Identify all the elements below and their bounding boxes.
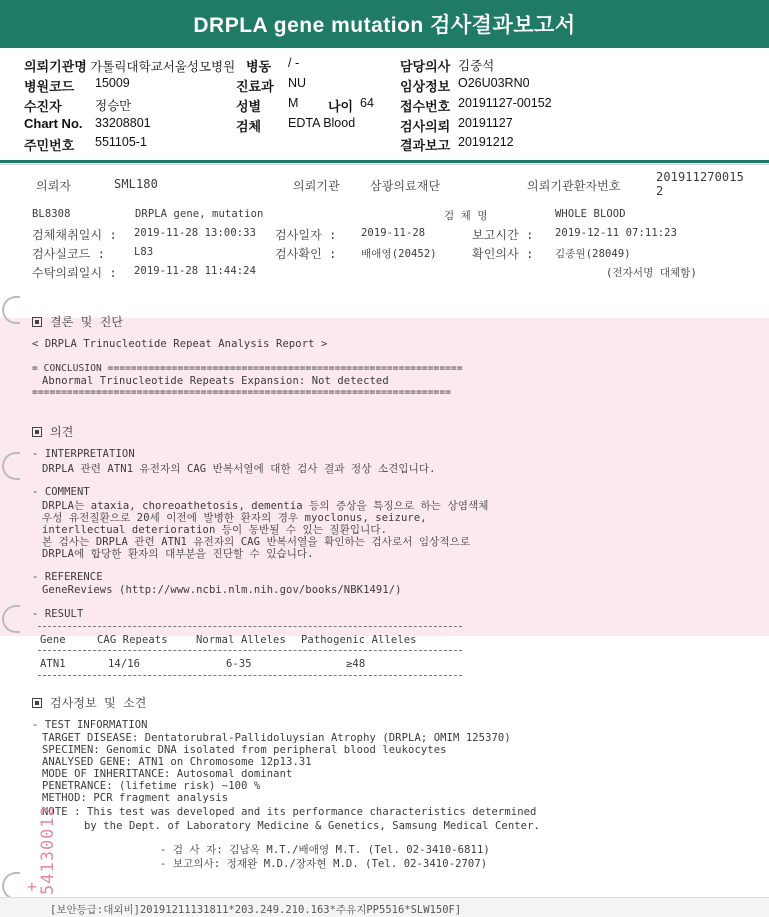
label-specimen: 검체 bbox=[236, 119, 262, 134]
esign-note: (전자서명 대체함) bbox=[606, 267, 697, 279]
table-cell-pathogenic: ≥48 bbox=[346, 658, 366, 670]
value-report-date: 20191212 bbox=[458, 135, 514, 149]
interpretation-text: DRPLA 관련 ATN1 유전자의 CAG 반복서열에 대한 검사 결과 정상 소견입니다. bbox=[42, 463, 436, 475]
value-resident-no: 551105-1 bbox=[95, 135, 147, 149]
table-header-normal: Normal Alleles bbox=[196, 634, 286, 646]
value-request-date: 20191127 bbox=[458, 116, 513, 130]
value-hospital-code: 15009 bbox=[95, 76, 130, 90]
received-label: 수탁의뢰일시 : bbox=[32, 266, 117, 280]
table-cell-gene: ATN1 bbox=[40, 658, 66, 670]
label-report-date: 결과보고 bbox=[400, 138, 451, 153]
table-header-pathogenic: Pathogenic Alleles bbox=[301, 634, 417, 646]
testinfo-heading: - TEST INFORMATION bbox=[32, 719, 148, 731]
patient-no-label: 의뢰기관환자번호 bbox=[527, 179, 621, 193]
label-department: 진료과 bbox=[236, 79, 274, 94]
header-divider bbox=[0, 160, 769, 163]
title-bar bbox=[0, 0, 769, 48]
confirm-value: 배애영(20452) bbox=[361, 248, 437, 260]
test-date-label: 검사일자 : bbox=[275, 228, 337, 242]
testinfo-line: by the Dept. of Laboratory Medicine & Genetics, Samsung Medical Center. bbox=[84, 820, 540, 832]
test-code: BL8308 bbox=[32, 208, 71, 220]
label-receipt-no: 접수번호 bbox=[400, 99, 451, 114]
report-title: < DRPLA Trinucleotide Repeat Analysis Report > bbox=[32, 338, 328, 350]
value-clinical-info: O26U03RN0 bbox=[458, 76, 530, 90]
doctor-value: 김종원(28049) bbox=[555, 248, 631, 260]
testinfo-line: ANALYSED GENE: ATN1 on Chromosome 12p13.31 bbox=[42, 756, 312, 768]
report-time-label: 보고시간 : bbox=[472, 228, 534, 242]
value-specimen: EDTA Blood bbox=[288, 116, 356, 130]
specimen-name-value: WHOLE BLOOD bbox=[555, 208, 626, 220]
testinfo-line: METHOD: PCR fragment analysis bbox=[42, 792, 229, 804]
table-header-cag: CAG Repeats bbox=[97, 634, 168, 646]
section-conclusion-heading: 결론 및 진단 bbox=[32, 313, 123, 330]
value-patient: 정승만 bbox=[95, 99, 132, 113]
comment-line: interllectual deterioration 등이 동반될 수 있는 질환입니다. bbox=[42, 524, 388, 536]
value-doctor: 김중석 bbox=[458, 59, 495, 73]
conclusion-text: Abnormal Trinucleotide Repeats Expansion: Not detected bbox=[42, 375, 389, 387]
collect-value: 2019-11-28 13:00:33 bbox=[134, 227, 257, 239]
table-rule bbox=[38, 675, 462, 676]
reference-heading: - REFERENCE bbox=[32, 571, 103, 583]
institution-label: 의뢰기관 bbox=[293, 179, 340, 193]
doctor-label: 확인의사 : bbox=[472, 247, 534, 261]
label-hospital-code: 병원코드 bbox=[24, 79, 75, 94]
value-ward: / - bbox=[288, 56, 300, 70]
value-chart-no: 33208801 bbox=[95, 116, 151, 130]
signature-line-tech: - 검 사 자: 김남옥 M.T./배애영 M.T. (Tel. 02-3410-6811) bbox=[160, 844, 490, 856]
comment-line: 우성 유전질환으로 20세 이전에 발병한 환자의 경우 myoclonus, seizure, bbox=[42, 512, 427, 524]
side-serial-number: 54130012 bbox=[38, 805, 58, 895]
lab-code-value: L83 bbox=[134, 246, 154, 258]
table-rule bbox=[38, 626, 462, 627]
security-footer-text: [보안등급:대외비]20191211131811*203.249.210.163*주유지PP5516*SLW150F] bbox=[50, 904, 462, 916]
security-footer bbox=[0, 897, 769, 917]
plus-mark-icon: + bbox=[27, 877, 37, 896]
label-clinical-info: 임상정보 bbox=[400, 79, 451, 94]
requester-label: 의뢰자 bbox=[36, 179, 72, 193]
value-institution: 가톨릭대학교서울성모병원 bbox=[90, 60, 236, 74]
comment-heading: - COMMENT bbox=[32, 486, 90, 498]
report-time-value: 2019-12-11 07:11:23 bbox=[555, 227, 678, 239]
table-rule bbox=[38, 650, 462, 651]
testinfo-line: NOTE : This test was developed and its performance characteristics determined bbox=[42, 806, 537, 818]
received-value: 2019-11-28 11:44:24 bbox=[134, 265, 257, 277]
requester-value: SML180 bbox=[114, 177, 158, 191]
patient-no-value: 201911270015 bbox=[656, 170, 744, 184]
label-chart-no: Chart No. bbox=[24, 116, 83, 131]
label-request-date: 검사의뢰 bbox=[400, 119, 451, 134]
table-header-gene: Gene bbox=[40, 634, 66, 646]
signature-line-doctor: - 보고의사: 정재완 M.D./장자현 M.D. (Tel. 02-3410-2707) bbox=[160, 858, 488, 870]
comment-line: DRPLA에 합당한 환자의 대부분을 진단할 수 있습니다. bbox=[42, 548, 314, 560]
label-ward: 병동 bbox=[246, 59, 272, 74]
conclusion-rule: ======================================================================== bbox=[32, 387, 452, 398]
comment-line: DRPLA는 ataxia, choreoathetosis, dementia 등의 증상을 특징으로 하는 상염색체 bbox=[42, 500, 489, 512]
test-date-value: 2019-11-28 bbox=[361, 227, 426, 239]
header-row-1 bbox=[24, 56, 235, 75]
header-divider-thin bbox=[0, 164, 769, 165]
square-bullet-icon bbox=[32, 317, 42, 327]
section-opinion-heading: 의견 bbox=[32, 423, 73, 440]
value-receipt-no: 20191127-00152 bbox=[458, 96, 552, 110]
value-department: NU bbox=[288, 76, 307, 90]
confirm-label: 검사확인 : bbox=[275, 247, 337, 261]
square-bullet-icon bbox=[32, 698, 42, 708]
value-sex: M bbox=[288, 96, 299, 110]
label-patient: 수진자 bbox=[24, 99, 62, 114]
specimen-name-label: 검 체 명 bbox=[444, 210, 488, 222]
test-name: DRPLA gene, mutation bbox=[135, 208, 264, 220]
value-age: 64 bbox=[360, 96, 374, 110]
result-heading: - RESULT bbox=[32, 608, 84, 620]
testinfo-line: MODE OF INHERITANCE: Autosomal dominant bbox=[42, 768, 293, 780]
reference-text: GeneReviews (http://www.ncbi.nlm.nih.gov/books/NBK1491/) bbox=[42, 584, 402, 596]
testinfo-line: TARGET DISEASE: Dentatorubral-Pallidoluysian Atrophy (DRPLA; OMIM 125370) bbox=[42, 732, 511, 744]
table-cell-normal: 6-35 bbox=[226, 658, 252, 670]
label-institution: 의뢰기관명 bbox=[24, 59, 87, 74]
lab-code-label: 검사실코드 : bbox=[32, 247, 106, 261]
table-cell-cag: 14/16 bbox=[108, 658, 141, 670]
testinfo-line: SPECIMEN: Genomic DNA isolated from peripheral blood leukocytes bbox=[42, 744, 447, 756]
square-bullet-icon bbox=[32, 427, 42, 437]
collect-label: 검체채취일시 : bbox=[32, 228, 117, 242]
section-testinfo-heading: 검사정보 및 소견 bbox=[32, 694, 147, 711]
patient-no-value-cont: 2 bbox=[656, 184, 664, 198]
page-title: DRPLA gene mutation 검사결과보고서 bbox=[193, 14, 576, 37]
label-resident-no: 주민번호 bbox=[24, 138, 75, 153]
label-age: 나이 bbox=[328, 99, 354, 114]
institution-value: 삼광의료재단 bbox=[370, 179, 441, 193]
label-sex: 성별 bbox=[236, 99, 262, 114]
testinfo-line: PENETRANCE: (lifetime risk) ~100 % bbox=[42, 780, 261, 792]
interpretation-heading: - INTERPRETATION bbox=[32, 448, 135, 460]
label-doctor: 담당의사 bbox=[400, 59, 451, 74]
comment-line: 본 검사는 DRPLA 관련 ATN1 유전자의 CAG 반복서열을 확인하는 검사로서 임상적으로 bbox=[42, 536, 471, 548]
conclusion-header: = CONCLUSION ============================================================= bbox=[32, 363, 463, 374]
